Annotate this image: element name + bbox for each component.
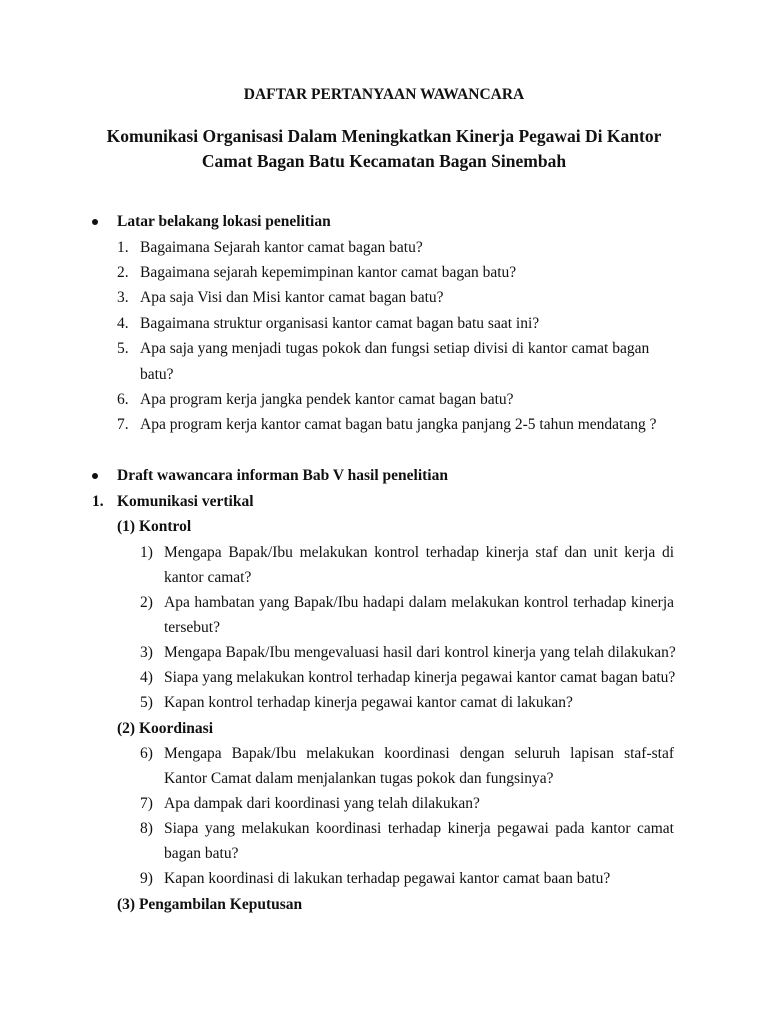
title-line-1: Komunikasi Organisasi Dalam Meningkatkan Kinerja Pegawai Di Kantor bbox=[106, 126, 662, 146]
list-item: Apa saja yang menjadi tugas pokok dan fungsi setiap divisi di kantor camat bagan bbox=[140, 340, 650, 357]
list-number: 5) bbox=[140, 694, 153, 711]
title-line-2: Camat Bagan Batu Kecamatan Bagan Sinembah bbox=[201, 151, 567, 171]
list-number: 9) bbox=[140, 870, 153, 887]
list-number: 3) bbox=[140, 644, 153, 661]
document-header: DAFTAR PERTANYAAN WAWANCARA bbox=[243, 86, 525, 103]
list-number: 4. bbox=[117, 315, 129, 332]
group-label: (2) Koordinasi bbox=[117, 720, 214, 737]
list-item: Apa dampak dari koordinasi yang telah dilakukan? bbox=[164, 795, 480, 812]
list-item: Apa hambatan yang Bapak/Ibu hadapi dalam melakukan kontrol terhadap kinerja bbox=[164, 594, 674, 611]
list-item: Siapa yang melakukan koordinasi terhadap kinerja pegawai pada kantor camat bbox=[164, 820, 674, 837]
subsection-heading: Komunikasi vertikal bbox=[117, 493, 254, 510]
list-item: Kapan kontrol terhadap kinerja pegawai kantor camat di lakukan? bbox=[164, 694, 573, 711]
list-item: Bagaimana struktur organisasi kantor camat bagan batu saat ini? bbox=[140, 315, 540, 332]
list-item: Mengapa Bapak/Ibu mengevaluasi hasil dari kontrol kinerja yang telah dilakukan? bbox=[164, 644, 676, 661]
list-item-continuation: Kantor Camat dalam menjalankan tugas pokok dan fungsinya? bbox=[164, 770, 554, 787]
list-item-continuation: bagan batu? bbox=[164, 845, 239, 862]
bullet-icon bbox=[92, 219, 98, 225]
list-number: 3. bbox=[117, 289, 129, 306]
list-item-continuation: tersebut? bbox=[164, 619, 220, 636]
document-title bbox=[0, 124, 768, 174]
list-item: Apa saja Visi dan Misi kantor camat bagan batu? bbox=[140, 289, 444, 306]
list-number: 2. bbox=[117, 264, 129, 281]
bullet-icon bbox=[92, 473, 98, 479]
list-number: 1. bbox=[117, 239, 129, 256]
list-number: 7) bbox=[140, 795, 153, 812]
list-number: 8) bbox=[140, 820, 153, 837]
group-label: (3) Pengambilan Keputusan bbox=[117, 896, 303, 913]
list-item: Siapa yang melakukan kontrol terhadap kinerja pegawai kantor camat bagan batu? bbox=[164, 669, 676, 686]
list-item: Mengapa Bapak/Ibu melakukan koordinasi dengan seluruh lapisan staf-staf bbox=[164, 745, 674, 762]
section-heading: Latar belakang lokasi penelitian bbox=[117, 213, 331, 230]
list-item: Mengapa Bapak/Ibu melakukan kontrol terhadap kinerja staf dan unit kerja di bbox=[164, 544, 674, 561]
list-item: Kapan koordinasi di lakukan terhadap pegawai kantor camat baan batu? bbox=[164, 870, 611, 887]
list-item-continuation: batu? bbox=[140, 366, 174, 383]
list-number: 5. bbox=[117, 340, 129, 357]
list-number: 4) bbox=[140, 669, 153, 686]
list-item: Bagaimana sejarah kepemimpinan kantor camat bagan batu? bbox=[140, 264, 517, 281]
list-number: 6. bbox=[117, 391, 129, 408]
list-number: 2) bbox=[140, 594, 153, 611]
list-number: 7. bbox=[117, 416, 129, 433]
section-heading: Draft wawancara informan Bab V hasil penelitian bbox=[117, 467, 448, 484]
list-item: Bagaimana Sejarah kantor camat bagan batu? bbox=[140, 239, 423, 256]
list-item: Apa program kerja jangka pendek kantor camat bagan batu? bbox=[140, 391, 514, 408]
list-item: Apa program kerja kantor camat bagan batu jangka panjang 2-5 tahun mendatang ? bbox=[140, 416, 657, 433]
group-label: (1) Kontrol bbox=[117, 518, 192, 535]
list-number: 1) bbox=[140, 544, 153, 561]
list-number: 6) bbox=[140, 745, 153, 762]
list-item-continuation: kantor camat? bbox=[164, 569, 252, 586]
subsection-number: 1. bbox=[92, 493, 104, 510]
